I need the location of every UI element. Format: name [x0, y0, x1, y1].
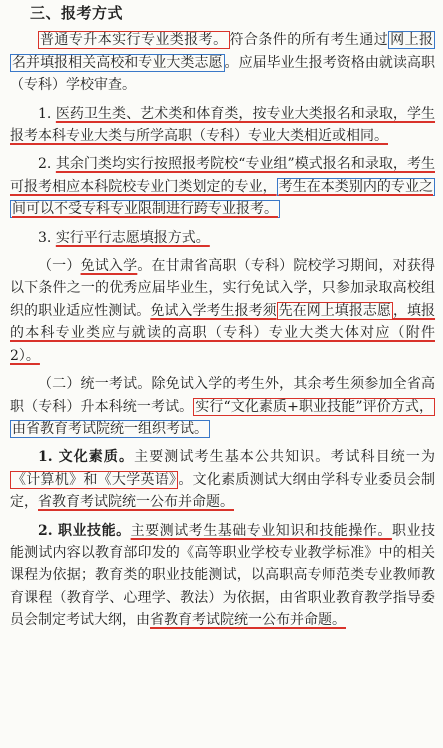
- highlight-box-cross-major: 考生在本类别内的专业之间可以不受专科专业限制进行跨专业报考。: [12, 178, 434, 218]
- unified-text: 除免试入学的考生外，其余考生须参加全省高职（专科）升本科统一考试。: [10, 376, 436, 415]
- exempt-text: 。在甘肃省高职（专科）院校学习期间，对获得以下条件之一的优秀应届毕业生，实行免试入学，只参加录取高校组织的职业适应性测试。: [10, 258, 436, 319]
- culture-underlined-text: 省教育考试院统一公布并命题。: [38, 494, 234, 511]
- item-3-number: 3.: [38, 229, 56, 246]
- item-2-underlined-text: 其余门类均实行按照报考院校“专业组”模式报名和录取，考生可报考相应本科院校专业门类划定的专业，: [10, 156, 435, 195]
- item-1-number: 1.: [38, 105, 56, 122]
- highlight-box-online-first: 先在网上填报志愿: [278, 302, 391, 319]
- intro-mid-text: 符合条件的所有考生通过: [229, 32, 389, 49]
- skill-paragraph: [10, 520, 435, 632]
- highlight-box-exam-organizer: 由省教育考试院统一组织考试。: [12, 420, 208, 437]
- section-heading: 三、报考方式: [30, 4, 124, 22]
- highlight-box-online-registration: 网上报名并填报相关高校和专业大类志愿: [12, 32, 434, 71]
- item-1-underlined-text: 医药卫生类、艺术类和体育类，按专业大类报名和录取，学生报考本科专业大类与所学高职（专科）专业大类相近或相同。: [10, 105, 436, 145]
- exempt-tail-text: ，填报的本科专业类应与就读的高职（专科）专业大类大体对应（附件 2）。: [10, 302, 436, 364]
- item-2-paragraph: [10, 153, 435, 220]
- culture-paragraph: [10, 446, 435, 513]
- exempt-lead: （一）: [38, 258, 81, 275]
- unified-exam-paragraph: [10, 373, 435, 440]
- highlight-box-evaluation-method: 实行“文化素质+职业技能”评价方式，: [195, 398, 433, 415]
- culture-text-2: 。文化素质测试大纲由学科专业委员会制定，: [10, 471, 436, 511]
- skill-underlined-tail: 省教育考试院统一公布并命题。: [150, 612, 346, 629]
- skill-underlined-text: 主要测试考生基础专业知识和技能操作。: [130, 522, 392, 539]
- highlight-box-major-category: 普通专升本实行专业类报考。: [40, 32, 228, 49]
- skill-heading: 2. 职业技能。: [38, 522, 131, 539]
- highlight-box-exam-subjects: 《计算机》和《大学英语》: [12, 471, 177, 488]
- item-3-underlined-text: 实行平行志愿填报方式。: [55, 229, 210, 246]
- exempt-underlined-title: 免试入学: [80, 258, 138, 275]
- item-3-paragraph: [10, 227, 435, 249]
- exempt-underlined-text: 免试入学考生报考须: [150, 302, 277, 319]
- culture-text: 主要测试考生基本公共知识。考试科目统一为: [134, 449, 435, 466]
- intro-tail-text: 。应届毕业生报考资格由就读高职（专科）学校审查。: [10, 54, 436, 94]
- culture-heading: 1. 文化素质。: [38, 449, 135, 466]
- exempt-paragraph: [10, 255, 435, 367]
- item-2-number: 2.: [38, 156, 56, 173]
- unified-lead: （二）统一考试。: [38, 376, 152, 393]
- intro-paragraph: [10, 29, 435, 96]
- item-1-paragraph: [10, 103, 435, 148]
- skill-text: 职业技能测试内容以教育部印发的《高等职业学校专业教学标准》中的相关课程为依据；教育类的职业技能测试，以高职高专师范类专业教师教育课程（教育学、心理学、教法）为依据，由省职业教育教学指导委员会制定考试大纲，由: [10, 522, 436, 629]
